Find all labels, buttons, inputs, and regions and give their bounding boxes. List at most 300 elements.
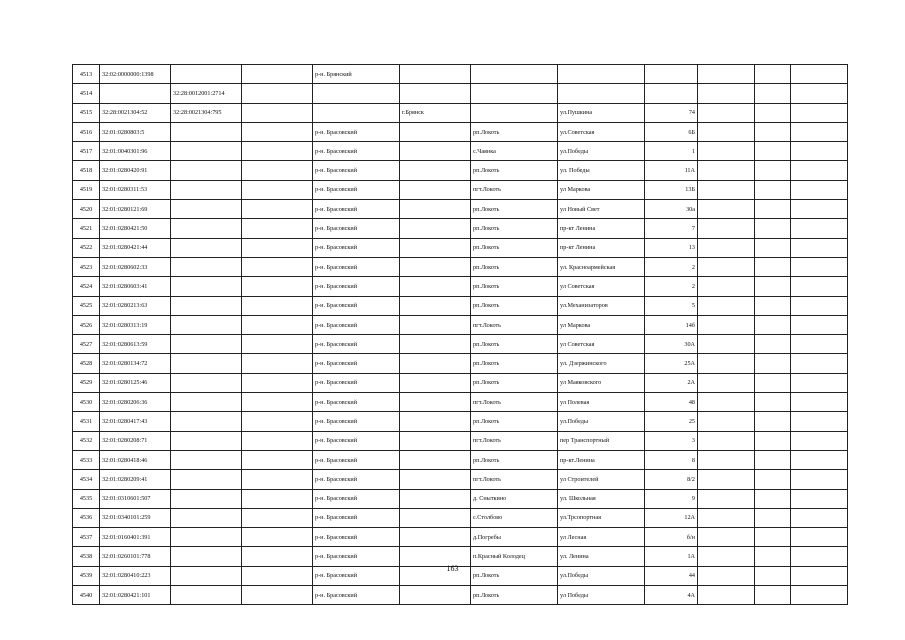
- table-row: [73, 489, 848, 508]
- cell-row-number: 4533: [73, 450, 100, 469]
- cell-row-number: 4537: [73, 528, 100, 547]
- cell-extra-number: [242, 528, 313, 547]
- cell-empty: [791, 200, 848, 219]
- cell-city: [400, 180, 471, 199]
- cell-extra-number: [242, 335, 313, 354]
- cell-building-cadastral-number: [171, 354, 242, 373]
- cell-locality: рп.Локоть: [471, 354, 558, 373]
- cell-street: ул Победы: [558, 586, 645, 605]
- cell-empty: [698, 450, 755, 469]
- table-row: [73, 393, 848, 412]
- cell-row-number: 4515: [73, 103, 100, 122]
- table-body: [73, 65, 848, 605]
- cell-house-number: 1А: [645, 547, 698, 566]
- table-row: [73, 180, 848, 199]
- table-row: [73, 122, 848, 141]
- cell-empty: [791, 142, 848, 161]
- table-row: [73, 412, 848, 431]
- cell-house-number: 74: [645, 103, 698, 122]
- cell-street: пер Транспортный: [558, 431, 645, 450]
- cell-house-number: 2: [645, 257, 698, 276]
- table-row: [73, 586, 848, 605]
- cell-street: ул Строителей: [558, 470, 645, 489]
- table-row: [73, 200, 848, 219]
- cell-empty: [755, 450, 791, 469]
- cell-district: р-н. Брасовский: [313, 412, 400, 431]
- cell-district: р-н. Брасовский: [313, 335, 400, 354]
- table-row: [73, 315, 848, 334]
- cell-cadastral-number: 32:01:0280208:71: [100, 431, 171, 450]
- cell-extra-number: [242, 65, 313, 84]
- cell-empty: [698, 489, 755, 508]
- cell-house-number: [645, 65, 698, 84]
- cell-locality: д. Сныткино: [471, 489, 558, 508]
- cell-empty: [755, 354, 791, 373]
- cell-empty: [755, 238, 791, 257]
- cell-district: р-н. Брасовский: [313, 547, 400, 566]
- cell-empty: [698, 257, 755, 276]
- cell-city: [400, 161, 471, 180]
- cell-street: ул.Механизаторов: [558, 296, 645, 315]
- cell-extra-number: [242, 84, 313, 103]
- cell-empty: [755, 489, 791, 508]
- table-row: [73, 238, 848, 257]
- cell-row-number: 4519: [73, 180, 100, 199]
- cell-street: ул Маяковского: [558, 373, 645, 392]
- cell-locality: д.Погребы: [471, 528, 558, 547]
- cell-extra-number: [242, 257, 313, 276]
- cell-empty: [791, 296, 848, 315]
- cell-locality: рп.Локоть: [471, 200, 558, 219]
- cell-empty: [791, 508, 848, 527]
- cell-district: р-н. Брасовский: [313, 277, 400, 296]
- cell-extra-number: [242, 142, 313, 161]
- cell-cadastral-number: 32:01:0280134:72: [100, 354, 171, 373]
- cell-city: [400, 373, 471, 392]
- cell-street: ул Советская: [558, 277, 645, 296]
- cell-empty: [698, 180, 755, 199]
- cell-extra-number: [242, 431, 313, 450]
- cell-empty: [755, 103, 791, 122]
- cell-extra-number: [242, 508, 313, 527]
- cell-row-number: 4539: [73, 566, 100, 585]
- cell-locality: рп.Локоть: [471, 335, 558, 354]
- cell-row-number: 4522: [73, 238, 100, 257]
- cell-empty: [791, 489, 848, 508]
- cell-row-number: 4513: [73, 65, 100, 84]
- cell-street: ул. Школьная: [558, 489, 645, 508]
- cell-street: ул Маркова: [558, 315, 645, 334]
- cell-house-number: 5: [645, 296, 698, 315]
- cell-empty: [755, 296, 791, 315]
- cell-empty: [791, 219, 848, 238]
- cell-extra-number: [242, 586, 313, 605]
- table-row: [73, 335, 848, 354]
- table-row: [73, 161, 848, 180]
- cell-locality: [471, 65, 558, 84]
- cell-house-number: 9: [645, 489, 698, 508]
- cell-empty: [791, 103, 848, 122]
- table-row: [73, 373, 848, 392]
- cell-cadastral-number: 32:01:0310601:507: [100, 489, 171, 508]
- cell-locality: рп.Локоть: [471, 161, 558, 180]
- cell-empty: [698, 296, 755, 315]
- cell-city: [400, 122, 471, 141]
- cell-cadastral-number: 32:01:0280410:223: [100, 566, 171, 585]
- cell-empty: [791, 586, 848, 605]
- cell-cadastral-number: 32:01:0280603:41: [100, 277, 171, 296]
- cell-empty: [755, 257, 791, 276]
- cell-locality: рп.Локоть: [471, 373, 558, 392]
- cell-row-number: 4527: [73, 335, 100, 354]
- cell-city: [400, 257, 471, 276]
- cell-cadastral-number: 32:01:0280206:36: [100, 393, 171, 412]
- cell-cadastral-number: 32:01:0280121:69: [100, 200, 171, 219]
- cell-row-number: 4540: [73, 586, 100, 605]
- cell-street: [558, 84, 645, 103]
- cell-row-number: 4530: [73, 393, 100, 412]
- cell-street: ул.Пушкина: [558, 103, 645, 122]
- cell-building-cadastral-number: [171, 450, 242, 469]
- cell-empty: [755, 412, 791, 431]
- cell-empty: [698, 508, 755, 527]
- table-row: [73, 65, 848, 84]
- cell-empty: [755, 84, 791, 103]
- cell-street: пр-кт Ленина: [558, 219, 645, 238]
- cell-locality: [471, 84, 558, 103]
- cell-building-cadastral-number: [171, 528, 242, 547]
- cell-city: [400, 393, 471, 412]
- cell-house-number: 3: [645, 431, 698, 450]
- cell-street: ул Полевая: [558, 393, 645, 412]
- cell-city: [400, 219, 471, 238]
- cell-cadastral-number: 32:01:0280602:33: [100, 257, 171, 276]
- cell-empty: [755, 508, 791, 527]
- cell-empty: [698, 373, 755, 392]
- cell-house-number: 2А: [645, 373, 698, 392]
- cell-empty: [791, 373, 848, 392]
- cell-house-number: 4А: [645, 586, 698, 605]
- cell-city: [400, 142, 471, 161]
- cell-empty: [698, 470, 755, 489]
- cell-empty: [698, 354, 755, 373]
- cell-empty: [698, 65, 755, 84]
- cell-row-number: 4529: [73, 373, 100, 392]
- cell-city: [400, 238, 471, 257]
- cell-row-number: 4524: [73, 277, 100, 296]
- cell-cadastral-number: 32:01:0280421:44: [100, 238, 171, 257]
- cell-building-cadastral-number: [171, 257, 242, 276]
- cell-empty: [755, 180, 791, 199]
- table-row: [73, 84, 848, 103]
- cell-empty: [755, 65, 791, 84]
- table-row: [73, 528, 848, 547]
- cell-empty: [698, 122, 755, 141]
- cell-cadastral-number: 32:01:0280420:91: [100, 161, 171, 180]
- cell-city: [400, 489, 471, 508]
- cell-city: [400, 354, 471, 373]
- cell-house-number: 1: [645, 142, 698, 161]
- cell-district: р-н. Брасовский: [313, 161, 400, 180]
- cell-extra-number: [242, 122, 313, 141]
- table-row: [73, 103, 848, 122]
- cell-row-number: 4536: [73, 508, 100, 527]
- cell-district: р-н. Брасовский: [313, 586, 400, 605]
- cell-house-number: 30А: [645, 335, 698, 354]
- cell-house-number: 8: [645, 450, 698, 469]
- cell-building-cadastral-number: [171, 431, 242, 450]
- cell-cadastral-number: 32:01:0280311:53: [100, 180, 171, 199]
- cell-locality: рп.Локоть: [471, 257, 558, 276]
- cell-locality: пгт.Локоть: [471, 315, 558, 334]
- table-row: [73, 142, 848, 161]
- cell-extra-number: [242, 489, 313, 508]
- cell-street: ул Лесная: [558, 528, 645, 547]
- cell-street: пр-кт.Ленина: [558, 450, 645, 469]
- cell-empty: [698, 412, 755, 431]
- cell-cadastral-number: 32:01:0040301:96: [100, 142, 171, 161]
- cell-district: р-н. Брасовский: [313, 431, 400, 450]
- table-row: [73, 450, 848, 469]
- cell-building-cadastral-number: [171, 200, 242, 219]
- cell-extra-number: [242, 315, 313, 334]
- cell-empty: [698, 219, 755, 238]
- cell-row-number: 4526: [73, 315, 100, 334]
- cell-building-cadastral-number: [171, 393, 242, 412]
- cell-empty: [791, 238, 848, 257]
- cell-row-number: 4518: [73, 161, 100, 180]
- cell-locality: рп.Локоть: [471, 450, 558, 469]
- cell-extra-number: [242, 238, 313, 257]
- cell-cadastral-number: 32:01:0280418:46: [100, 450, 171, 469]
- cell-street: ул.Советская: [558, 122, 645, 141]
- cell-city: [400, 315, 471, 334]
- cell-empty: [791, 528, 848, 547]
- cell-city: [400, 412, 471, 431]
- page-number: 163: [446, 564, 459, 573]
- cell-city: [400, 296, 471, 315]
- cell-row-number: 4514: [73, 84, 100, 103]
- cell-street: ул Маркова: [558, 180, 645, 199]
- table-row: [73, 277, 848, 296]
- cell-house-number: 30а: [645, 200, 698, 219]
- cell-empty: [791, 412, 848, 431]
- cell-row-number: 4520: [73, 200, 100, 219]
- cell-row-number: 4517: [73, 142, 100, 161]
- cell-empty: [755, 586, 791, 605]
- cell-extra-number: [242, 277, 313, 296]
- cell-cadastral-number: 32:01:0280421:101: [100, 586, 171, 605]
- cell-cadastral-number: 32:01:0160401:391: [100, 528, 171, 547]
- cell-building-cadastral-number: [171, 277, 242, 296]
- cell-building-cadastral-number: [171, 161, 242, 180]
- cell-row-number: 4534: [73, 470, 100, 489]
- cell-house-number: 6Б: [645, 122, 698, 141]
- table-row: [73, 257, 848, 276]
- cell-street: ул.Трсопортная: [558, 508, 645, 527]
- cell-cadastral-number: 32:01:0280125:46: [100, 373, 171, 392]
- cell-district: [313, 103, 400, 122]
- cell-empty: [698, 528, 755, 547]
- cell-cadastral-number: [100, 84, 171, 103]
- cell-building-cadastral-number: [171, 65, 242, 84]
- cell-empty: [791, 470, 848, 489]
- cell-empty: [791, 431, 848, 450]
- cell-locality: рп.Локоть: [471, 122, 558, 141]
- cell-building-cadastral-number: [171, 373, 242, 392]
- cell-district: р-н. Брасовский: [313, 354, 400, 373]
- registry-table: [72, 64, 848, 605]
- table-row: [73, 354, 848, 373]
- cell-locality: с.Чаянка: [471, 142, 558, 161]
- cell-city: [400, 470, 471, 489]
- cell-district: р-н. Брасовский: [313, 142, 400, 161]
- cell-empty: [755, 393, 791, 412]
- cell-row-number: 4532: [73, 431, 100, 450]
- cell-empty: [791, 354, 848, 373]
- cell-city: [400, 528, 471, 547]
- cell-row-number: 4538: [73, 547, 100, 566]
- cell-city: [400, 508, 471, 527]
- cell-locality: рп.Локоть: [471, 296, 558, 315]
- cell-locality: рп.Локоть: [471, 219, 558, 238]
- cell-empty: [791, 122, 848, 141]
- cell-empty: [698, 393, 755, 412]
- cell-house-number: б/н: [645, 528, 698, 547]
- cell-empty: [698, 200, 755, 219]
- cell-row-number: 4535: [73, 489, 100, 508]
- cell-locality: рп.Локоть: [471, 412, 558, 431]
- cell-locality: рп.Локоть: [471, 277, 558, 296]
- cell-empty: [698, 315, 755, 334]
- cell-street: пр-кт Ленина: [558, 238, 645, 257]
- cell-district: р-н. Брасовский: [313, 200, 400, 219]
- cell-locality: [471, 103, 558, 122]
- cell-row-number: 4516: [73, 122, 100, 141]
- cell-city: [400, 335, 471, 354]
- cell-building-cadastral-number: [171, 508, 242, 527]
- cell-building-cadastral-number: [171, 180, 242, 199]
- cell-row-number: 4521: [73, 219, 100, 238]
- cell-empty: [755, 122, 791, 141]
- cell-locality: с.Столбово: [471, 508, 558, 527]
- cell-city: [400, 84, 471, 103]
- cell-city: [400, 200, 471, 219]
- cell-empty: [791, 180, 848, 199]
- cell-cadastral-number: 32:28:0021304:52: [100, 103, 171, 122]
- cell-empty: [755, 161, 791, 180]
- cell-house-number: 48: [645, 393, 698, 412]
- cell-empty: [755, 200, 791, 219]
- cell-extra-number: [242, 450, 313, 469]
- cell-street: ул. Ленина: [558, 547, 645, 566]
- cell-district: р-н. Брянский: [313, 65, 400, 84]
- cell-empty: [755, 470, 791, 489]
- cell-empty: [791, 393, 848, 412]
- cell-street: ул.Победы: [558, 566, 645, 585]
- cell-street: ул. Дзержинского: [558, 354, 645, 373]
- cell-locality: пгт.Локоть: [471, 470, 558, 489]
- cell-extra-number: [242, 180, 313, 199]
- cell-house-number: [645, 84, 698, 103]
- cell-locality: рп.Локоть: [471, 566, 558, 585]
- cell-cadastral-number: 32:01:0280421:50: [100, 219, 171, 238]
- cell-empty: [698, 84, 755, 103]
- cell-cadastral-number: 32:01:0280803:5: [100, 122, 171, 141]
- cell-house-number: 12А: [645, 508, 698, 527]
- cell-district: р-н. Брасовский: [313, 219, 400, 238]
- cell-street: ул.Победы: [558, 142, 645, 161]
- cell-empty: [755, 528, 791, 547]
- cell-street: ул. Победы: [558, 161, 645, 180]
- cell-building-cadastral-number: [171, 489, 242, 508]
- cell-street: ул. Красноармейская: [558, 257, 645, 276]
- cell-building-cadastral-number: [171, 296, 242, 315]
- cell-empty: [755, 219, 791, 238]
- cell-district: р-н. Брасовский: [313, 489, 400, 508]
- cell-empty: [698, 586, 755, 605]
- cell-row-number: 4528: [73, 354, 100, 373]
- cell-empty: [755, 315, 791, 334]
- cell-street: ул.Победы: [558, 412, 645, 431]
- cell-building-cadastral-number: 32:28:0021304:795: [171, 103, 242, 122]
- cell-empty: [698, 431, 755, 450]
- cell-extra-number: [242, 219, 313, 238]
- cell-district: р-н. Брасовский: [313, 180, 400, 199]
- cell-empty: [791, 277, 848, 296]
- cell-house-number: 13: [645, 238, 698, 257]
- cell-district: р-н. Брасовский: [313, 238, 400, 257]
- cell-empty: [698, 142, 755, 161]
- cell-district: р-н. Брасовский: [313, 296, 400, 315]
- cell-district: р-н. Брасовский: [313, 566, 400, 585]
- cell-extra-number: [242, 373, 313, 392]
- cell-cadastral-number: 32:02:0000000:1398: [100, 65, 171, 84]
- cell-city: [400, 277, 471, 296]
- cell-city: [400, 450, 471, 469]
- cell-building-cadastral-number: [171, 122, 242, 141]
- cell-street: ул Советская: [558, 335, 645, 354]
- cell-city: г.Брянск: [400, 103, 471, 122]
- cell-house-number: 11А: [645, 161, 698, 180]
- cell-locality: пгт.Локоть: [471, 180, 558, 199]
- cell-extra-number: [242, 412, 313, 431]
- cell-empty: [698, 161, 755, 180]
- cell-cadastral-number: 32:01:0280417:43: [100, 412, 171, 431]
- cell-building-cadastral-number: [171, 238, 242, 257]
- cell-empty: [791, 335, 848, 354]
- cell-empty: [791, 257, 848, 276]
- cell-district: р-н. Брасовский: [313, 373, 400, 392]
- cell-district: [313, 84, 400, 103]
- cell-cadastral-number: 32:01:0280613:59: [100, 335, 171, 354]
- cell-empty: [698, 335, 755, 354]
- cell-row-number: 4525: [73, 296, 100, 315]
- cell-extra-number: [242, 103, 313, 122]
- cell-row-number: 4523: [73, 257, 100, 276]
- cell-district: р-н. Брасовский: [313, 508, 400, 527]
- table-row: [73, 508, 848, 527]
- cell-house-number: 25А: [645, 354, 698, 373]
- cell-locality: рп.Локоть: [471, 238, 558, 257]
- cell-building-cadastral-number: [171, 586, 242, 605]
- cell-extra-number: [242, 161, 313, 180]
- cell-empty: [791, 84, 848, 103]
- cell-building-cadastral-number: [171, 412, 242, 431]
- cell-building-cadastral-number: [171, 470, 242, 489]
- cell-empty: [698, 103, 755, 122]
- cell-locality: рп.Локоть: [471, 586, 558, 605]
